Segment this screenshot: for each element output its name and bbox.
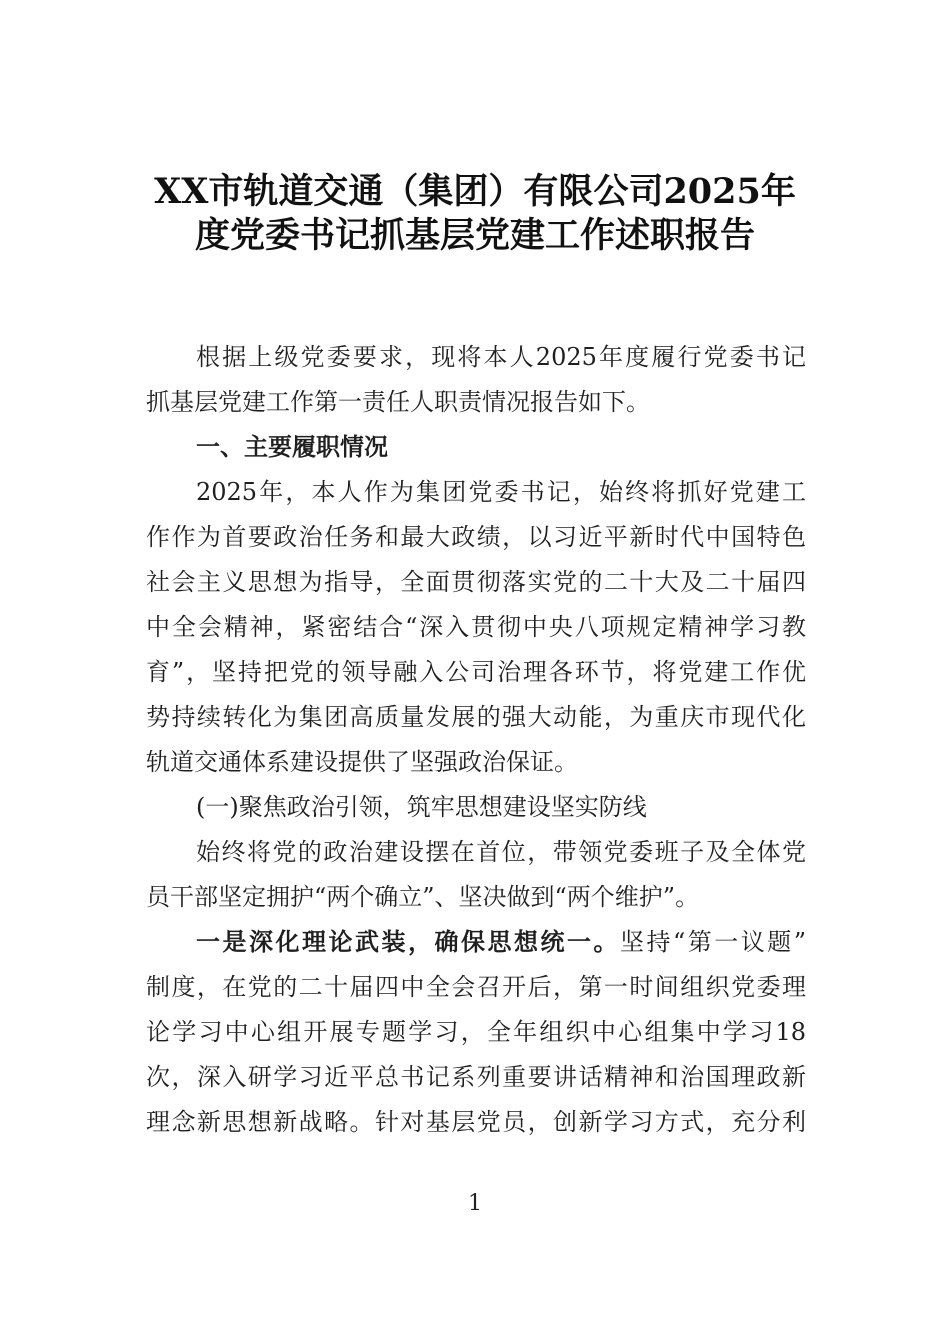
section1-paragraph-line: 2025年，本人作为集团党委书记，始终将抓好党建工 bbox=[196, 478, 806, 506]
section1-paragraph-line: 作作为首要政治任务和最大政绩，以习近平新时代中国特色 bbox=[146, 523, 806, 551]
subsection1-paragraph2-line: 理念新思想新战略。针对基层党员，创新学习方式，充分利 bbox=[146, 1108, 806, 1136]
subsection1-paragraph2-line: 次，深入研学习近平总书记系列重要讲话精神和治国理政新 bbox=[146, 1063, 806, 1091]
paragraph-lead-rest: 坚持“第一议题” bbox=[619, 928, 806, 956]
intro-line-2: 抓基层党建工作第一责任人职责情况报告如下。 bbox=[146, 388, 650, 416]
section1-paragraph-line: 育”，坚持把党的领导融入公司治理各环节，将党建工作优 bbox=[146, 658, 806, 686]
section1-paragraph-line: 社会主义思想为指导，全面贯彻落实党的二十大及二十届四 bbox=[146, 568, 806, 596]
subsection1-paragraph2-first-line bbox=[196, 927, 806, 957]
subsection1-paragraph-line: 员干部坚定拥护“两个确立”、坚决做到“两个维护”。 bbox=[146, 883, 700, 911]
intro-line-1: 根据上级党委要求，现将本人2025年度履行党委书记 bbox=[196, 343, 806, 371]
page-number: 1 bbox=[468, 1191, 482, 1216]
section1-paragraph-line: 轨道交通体系建设提供了坚强政治保证。 bbox=[146, 748, 578, 776]
section-heading-1: 一、主要履职情况 bbox=[196, 432, 388, 461]
subsection1-paragraph2-line: 制度，在党的二十届四中全会召开后，第一时间组织党委理 bbox=[146, 973, 806, 1001]
paragraph-lead-phrase: 一是深化理论武装，确保思想统一。 bbox=[196, 927, 620, 956]
subsection-heading-1: (一)聚焦政治引领，筑牢思想建设坚实防线 bbox=[196, 793, 647, 821]
document-title-line-1: XX市轨道交通（集团）有限公司2025年 bbox=[154, 171, 796, 212]
document-title-line-2: 度党委书记抓基层党建工作述职报告 bbox=[194, 215, 755, 256]
section1-paragraph-line: 势持续转化为集团高质量发展的强大动能，为重庆市现代化 bbox=[146, 703, 806, 731]
subsection1-paragraph2-line: 论学习中心组开展专题学习，全年组织中心组集中学习18 bbox=[146, 1018, 806, 1046]
subsection1-paragraph-line: 始终将党的政治建设摆在首位，带领党委班子及全体党 bbox=[196, 838, 806, 866]
section1-paragraph-line: 中全会精神，紧密结合“深入贯彻中央八项规定精神学习教 bbox=[146, 613, 806, 641]
